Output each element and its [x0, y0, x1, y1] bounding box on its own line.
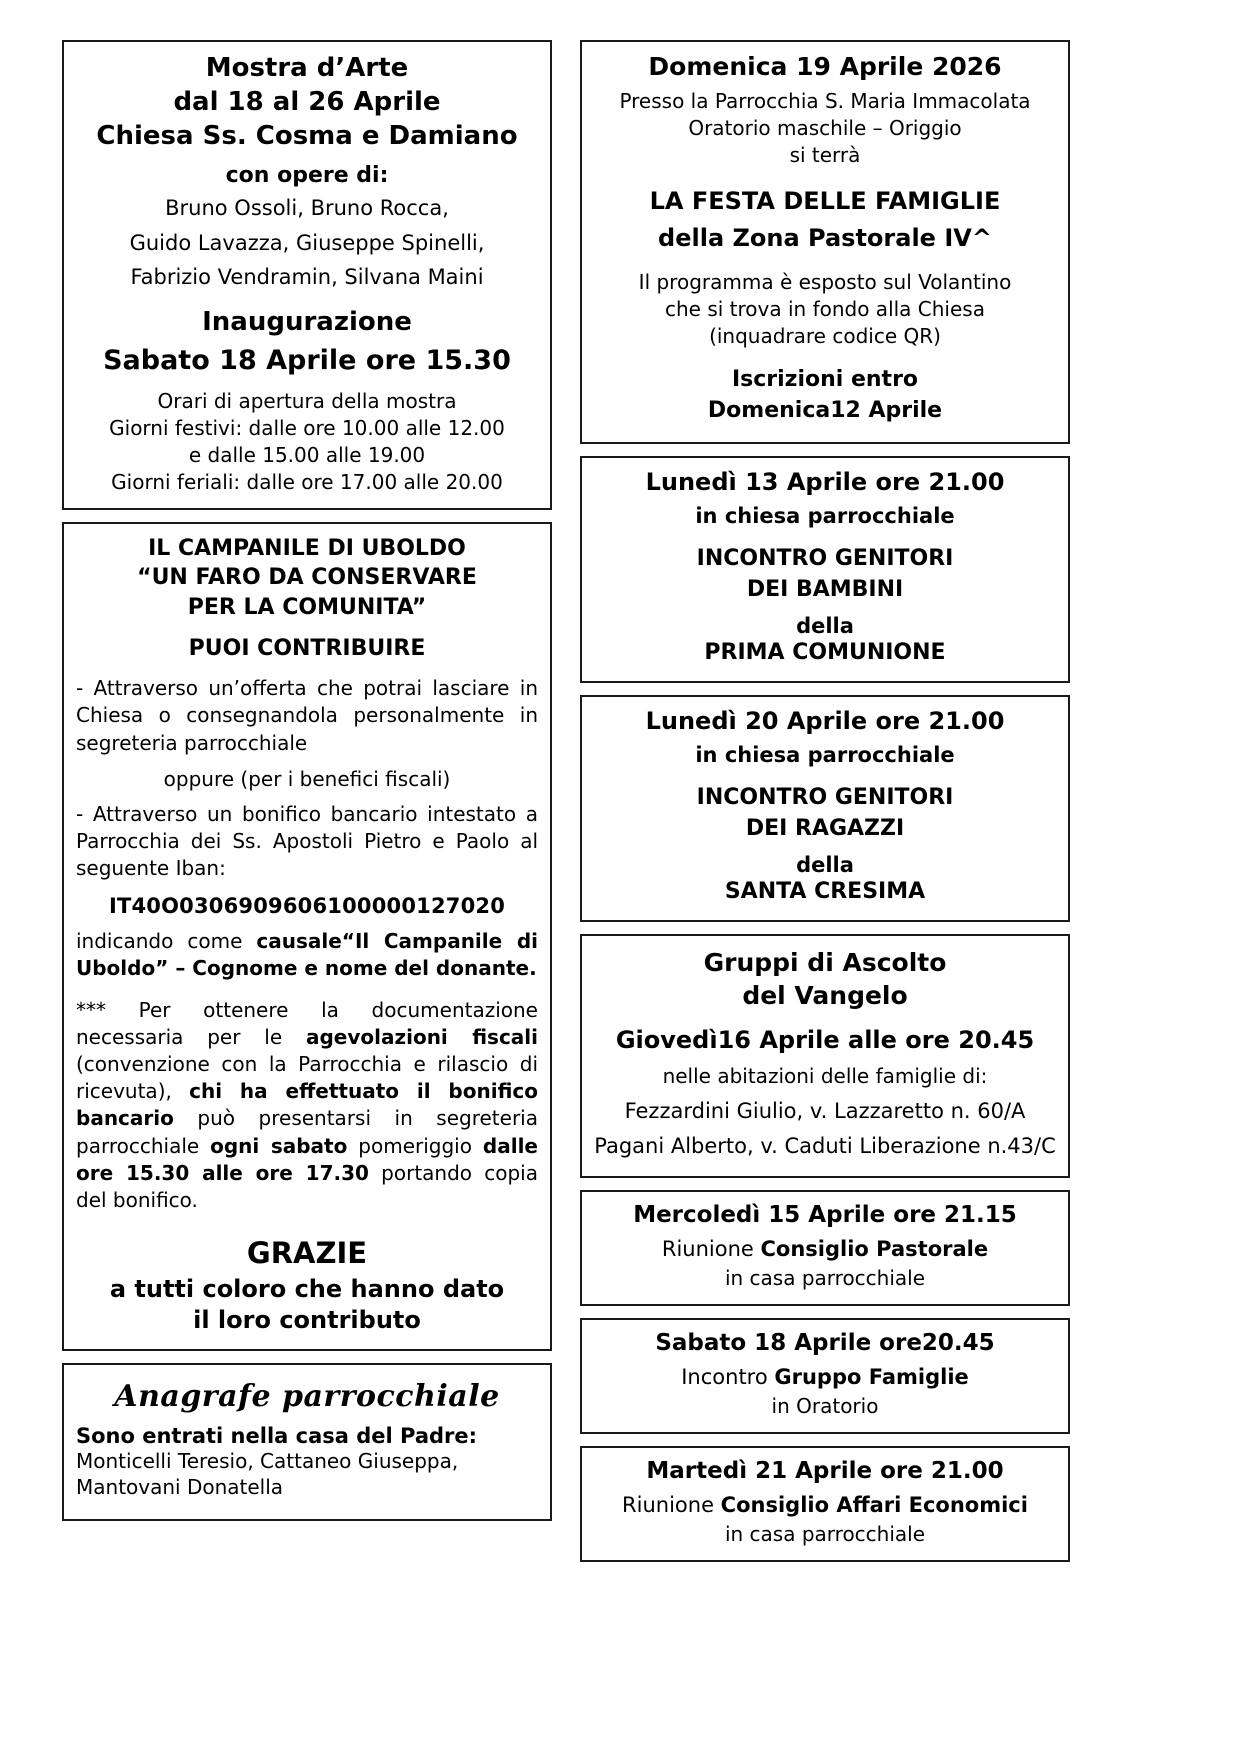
meeting2-line1: INCONTRO GENITORI — [696, 784, 954, 810]
family-group-plain: Incontro — [681, 1364, 775, 1389]
doc-seg-2: (convenzione con la Parrocchia e rilascio di ricevuta), — [76, 1052, 538, 1104]
doc-bold-bonifico: chi ha effettuato il bonifico bancario — [76, 1079, 538, 1131]
feast-where-line1: Presso la Parrocchia S. Maria Immacolata — [619, 89, 1031, 113]
exhibition-inauguration-when: Sabato 18 Aprile ore 15.30 — [103, 344, 511, 376]
family-feast-box — [580, 40, 1070, 444]
family-group-box — [580, 1318, 1070, 1434]
campanile-head-line1: IL CAMPANILE DI UBOLDO — [148, 535, 466, 561]
family-group-bold: Gruppo Famiglie — [774, 1364, 969, 1389]
exhibition-title-line3: Chiesa Ss. Cosma e Damiano — [96, 120, 518, 151]
left-column — [62, 40, 552, 1533]
campanile-subhead: PUOI CONTRIBUIRE — [188, 636, 426, 662]
economic-affairs-plain: Riunione — [622, 1492, 721, 1517]
exhibition-hours-festivi-1: Giorni festivi: dalle ore 10.00 alle 12.00 — [109, 416, 505, 441]
family-group-line — [594, 1365, 1056, 1389]
economic-affairs-date: Martedì 21 Aprile ore 21.00 — [646, 1457, 1004, 1484]
campanile-paragraph-offering: - Attraverso un’offerta che potrai lasciare in Chiesa o consegnandola personalmente in segreteria parrocchiale — [76, 676, 538, 755]
exhibition-works-label: con opere di: — [225, 163, 389, 189]
exhibition-inauguration-label: Inaugurazione — [202, 306, 412, 337]
doc-seg-4: pomeriggio — [347, 1133, 483, 1158]
pastoral-council-box — [580, 1190, 1070, 1306]
meeting1-place: in chiesa parrocchiale — [695, 503, 955, 528]
parents-meeting-communion-box — [580, 456, 1070, 683]
pastoral-council-line — [594, 1237, 1056, 1261]
campanile-head-line2: “UN FARO DA CONSERVARE — [137, 565, 477, 591]
economic-affairs-council-box — [580, 1446, 1070, 1562]
campanile-oppure: oppure (per i benefici fiscali) — [163, 766, 451, 791]
feast-where-line2: Oratorio maschile – Origgio — [688, 116, 962, 141]
registry-title: Anagrafe parrocchiale — [114, 1378, 500, 1414]
family-group-date: Sabato 18 Aprile ore20.45 — [655, 1329, 995, 1356]
economic-affairs-line — [594, 1493, 1056, 1517]
groups-address-1: Fezzardini Giulio, v. Lazzaretto n. 60/A — [624, 1098, 1026, 1123]
groups-subtitle: nelle abitazioni delle famiglie di: — [662, 1063, 988, 1088]
campanile-paragraph-causale — [76, 928, 538, 982]
exhibition-title-line2: dal 18 al 26 Aprile — [173, 86, 441, 117]
family-group-place: in Oratorio — [771, 1393, 879, 1418]
feast-title-line2: della Zona Pastorale IV^ — [658, 224, 992, 253]
bell-tower-fundraising-box — [62, 522, 552, 1351]
economic-affairs-bold: Consiglio Affari Economici — [720, 1492, 1028, 1517]
meeting2-place: in chiesa parrocchiale — [695, 742, 955, 767]
meeting1-date: Lunedì 13 Aprile ore 21.00 — [645, 467, 1005, 496]
causale-plain: indicando come — [76, 929, 257, 954]
feast-registration-line1: Iscrizioni entro — [731, 367, 919, 393]
feast-note-line1: Il programma è esposto sul Volantino — [638, 269, 1012, 294]
campanile-thanks-line3: il loro contributo — [193, 1306, 421, 1335]
pastoral-council-place: in casa parrocchiale — [724, 1265, 926, 1290]
groups-title-line2: del Vangelo — [742, 980, 908, 1010]
gospel-listening-groups-box — [580, 934, 1070, 1178]
registry-names-line1: Monticelli Teresio, Cattaneo Giuseppa, — [76, 1448, 459, 1473]
meeting1-sacrament: PRIMA COMUNIONE — [704, 639, 946, 665]
economic-affairs-place: in casa parrocchiale — [724, 1521, 926, 1546]
doc-seg-1: *** Per ottenere la documentazione necessaria per le — [76, 997, 538, 1049]
groups-title-line1: Gruppi di Ascolto — [703, 947, 947, 977]
doc-seg-3: può presentarsi in segreteria parrocchiale — [76, 1106, 538, 1158]
meeting1-line2: DEI BAMBINI — [746, 576, 904, 602]
causale-bold: causale“Il Campanile di Uboldo” – Cognome e nome del donante. — [76, 929, 538, 981]
meeting2-date: Lunedì 20 Aprile ore 21.00 — [645, 706, 1005, 735]
meeting2-sacrament: SANTA CRESIMA — [724, 878, 926, 904]
exhibition-title-line1: Mostra d’Arte — [205, 53, 409, 83]
meeting1-della: della — [796, 613, 854, 638]
campanile-paragraph-documentation — [76, 997, 538, 1215]
art-exhibition-box — [62, 40, 552, 510]
campanile-head-line3: PER LA COMUNITA” — [187, 594, 427, 620]
pastoral-council-date: Mercoledì 15 Aprile ore 21.15 — [633, 1201, 1017, 1228]
meeting2-line2: DEI RAGAZZI — [745, 815, 905, 841]
feast-where-line3: si terrà — [789, 143, 861, 168]
campanile-iban: IT40O0306909606100000127020 — [108, 894, 506, 919]
groups-address-2: Pagani Alberto, v. Caduti Liberazione n.43/C — [594, 1133, 1056, 1158]
pastoral-council-plain: Riunione — [661, 1236, 761, 1261]
feast-registration-line2: Domenica12 Aprile — [707, 398, 943, 424]
registry-names-line2: Mantovani Donatella — [76, 1475, 284, 1500]
doc-bold-orario: dalle ore 15.30 alle ore 17.30 — [76, 1133, 538, 1185]
exhibition-hours-feriali: Giorni feriali: dalle ore 17.00 alle 20.00 — [111, 469, 503, 494]
campanile-paragraph-transfer: - Attraverso un bonifico bancario intestato a Parrocchia dei Ss. Apostoli Pietro e Paolo al seguente Iban: — [76, 801, 538, 881]
doc-seg-5: portando copia del bonifico. — [76, 1160, 538, 1212]
feast-date: Domenica 19 Aprile 2026 — [648, 52, 1002, 81]
registry-deceased-label: Sono entrati nella casa del Padre: — [76, 1423, 478, 1448]
feast-note-line3: (inquadrare codice QR) — [709, 324, 941, 349]
doc-bold-agevolazioni: agevolazioni fiscali — [305, 1024, 538, 1049]
parish-registry-box — [62, 1363, 552, 1522]
exhibition-artists-line2: Guido Lavazza, Giuseppe Spinelli, — [129, 230, 485, 255]
feast-note-line2: che si trova in fondo alla Chiesa — [665, 297, 985, 322]
meeting1-line1: INCONTRO GENITORI — [696, 545, 954, 571]
doc-bold-sabato: ogni sabato — [210, 1133, 348, 1158]
exhibition-hours-label: Orari di apertura della mostra — [157, 388, 457, 413]
groups-when: Giovedì16 Aprile alle ore 20.45 — [615, 1025, 1035, 1054]
exhibition-hours-festivi-2: e dalle 15.00 alle 19.00 — [188, 443, 426, 468]
pastoral-council-bold: Consiglio Pastorale — [760, 1236, 989, 1261]
meeting2-della: della — [796, 852, 854, 877]
right-column — [580, 40, 1070, 1574]
exhibition-artists-line3: Fabrizio Vendramin, Silvana Maini — [130, 264, 484, 289]
campanile-thanks-line2: a tutti coloro che hanno dato — [109, 1275, 505, 1304]
parents-meeting-confirmation-box — [580, 695, 1070, 922]
campanile-thanks-title: GRAZIE — [246, 1236, 368, 1271]
feast-title-line1: LA FESTA DELLE FAMIGLIE — [649, 186, 1001, 215]
exhibition-artists-line1: Bruno Ossoli, Bruno Rocca, — [165, 196, 449, 221]
